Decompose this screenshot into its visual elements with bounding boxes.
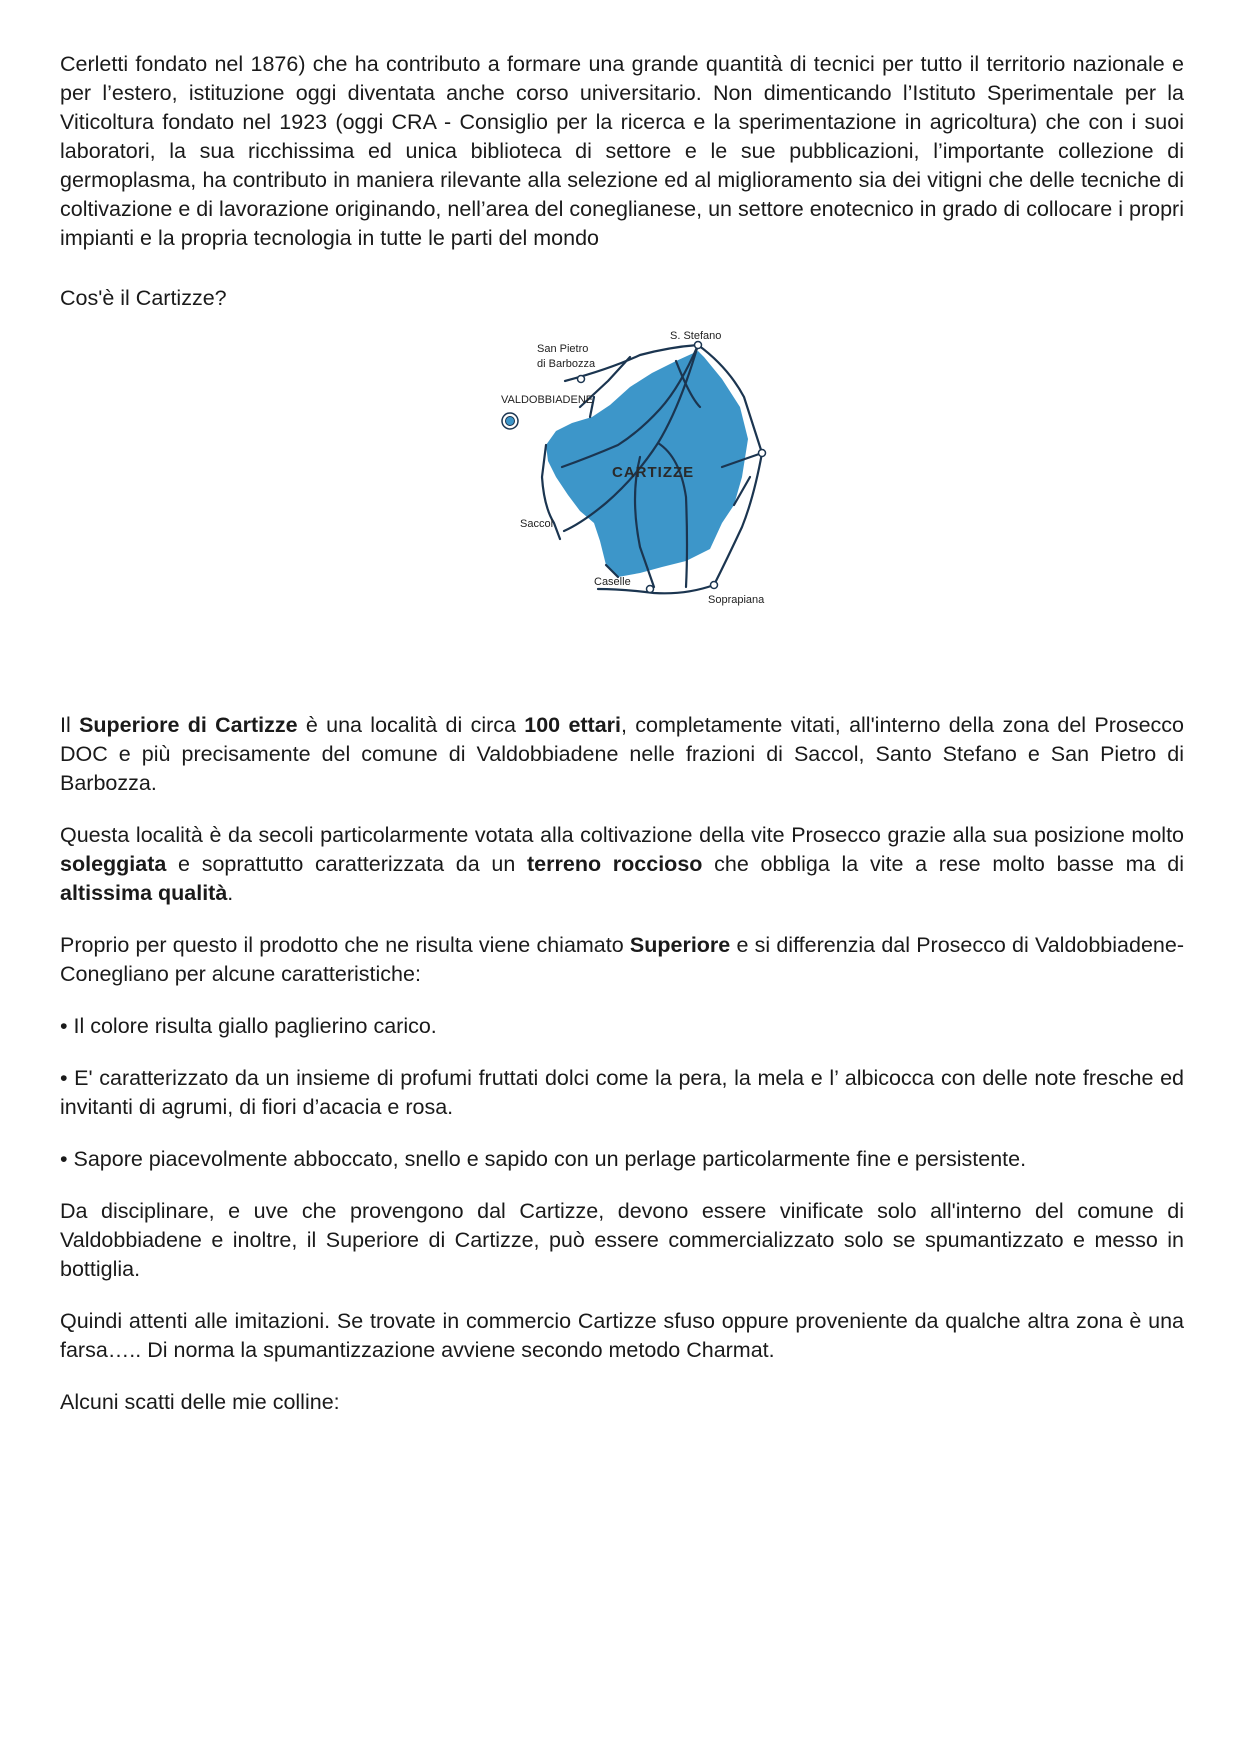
marker-s-stefano — [695, 342, 702, 349]
paragraph-prodotto: Proprio per questo il prodotto che ne risulta viene chiamato Superiore e si differenzia dal Prosecco di Valdobbiadene-Conegliano per alcune caratteristiche: — [60, 933, 1184, 986]
marker-valdobbiadene-inner — [506, 417, 515, 426]
document-page — [60, 50, 1184, 1440]
bullet-sapore: • Sapore piacevolmente abboccato, snello e sapido con un perlage particolarmente fine e persistente. — [60, 1147, 1027, 1171]
paragraph-localita: Questa località è da secoli particolarmente votata alla coltivazione della vite Prosecco grazie alla sua posizione molto soleggiata e soprattutto caratterizzata da un terreno roccioso che obbliga la vite a rese molto basse ma di altissima qualità. — [60, 823, 1184, 905]
label-san-pietro-line1: San Pietro — [537, 343, 589, 355]
bullet-profumi: • E' caratterizzato da un insieme di profumi fruttati dolci come la pera, la mela e l’ albicocca con delle note fresche ed invitanti di agrumi, di fiori d’acacia e rosa. — [60, 1066, 1184, 1119]
marker-caselle — [647, 586, 654, 593]
closing-line: Alcuni scatti delle mie colline: — [60, 1390, 340, 1414]
label-valdobbiadene: VALDOBBIADENE — [501, 394, 594, 406]
paragraph-imitazioni: Quindi attenti alle imitazioni. Se trovate in commercio Cartizze sfuso oppure proveniente da qualche altra zona è una farsa….. Di norma la spumantizzazione avviene secondo metodo Charmat. — [60, 1309, 1184, 1362]
label-cartizze: CARTIZZE — [612, 464, 695, 481]
bullet-colore: • Il colore risulta giallo paglierino carico. — [60, 1014, 437, 1038]
label-s-stefano: S. Stefano — [670, 330, 722, 342]
label-san-pietro-line2: di Barbozza — [537, 358, 596, 370]
cartizze-map — [490, 327, 890, 637]
paragraph-superiore: Il Superiore di Cartizze è una località di circa 100 ettari, completamente vitati, all'interno della zona del Prosecco DOC e più precisamente del comune di Valdobbiadene nelle frazioni di Saccol, Santo Stefano e San Pietro di Barbozza. — [60, 713, 1184, 795]
label-caselle: Caselle — [594, 576, 631, 588]
marker-san-pietro — [578, 376, 585, 383]
marker-soprapiana — [711, 582, 718, 589]
label-saccol: Saccol — [520, 518, 554, 530]
cartizze-map-figure — [60, 313, 1184, 663]
marker-east — [759, 450, 766, 457]
label-soprapiana: Soprapiana — [708, 594, 765, 606]
intro-paragraph: Cerletti fondato nel 1876) che ha contributo a formare una grande quantità di tecnici per tutto il territorio nazionale e per l’estero, istituzione oggi diventata anche corso universitario. Non dimenticando l’Istituto Sperimentale per la Viticoltura fondato nel 1923 (oggi CRA - Consiglio per la ricerca e la sperimentazione in agricoltura) che con i suoi laboratori, la sua ricchissima ed unica biblioteca di settore e le sue pubblicazioni, l’importante collezione di germoplasma, ha contributo in maniera rilevante alla selezione ed al miglioramento sia dei vitigni che delle tecniche di coltivazione e di lavorazione originando, nell’area del coneglianese, un settore enotecnico in grado di collocare i propri impianti e la propria tecnologia in tutte le parti del mondo — [60, 52, 1184, 250]
question-heading: Cos'è il Cartizze? — [60, 286, 227, 310]
paragraph-disciplinare: Da disciplinare, e uve che provengono dal Cartizze, devono essere vinificate solo all'interno del comune di Valdobbiadene e inoltre, il Superiore di Cartizze, può essere commercializzato solo se spumantizzato e messo in bottiglia. — [60, 1199, 1184, 1281]
